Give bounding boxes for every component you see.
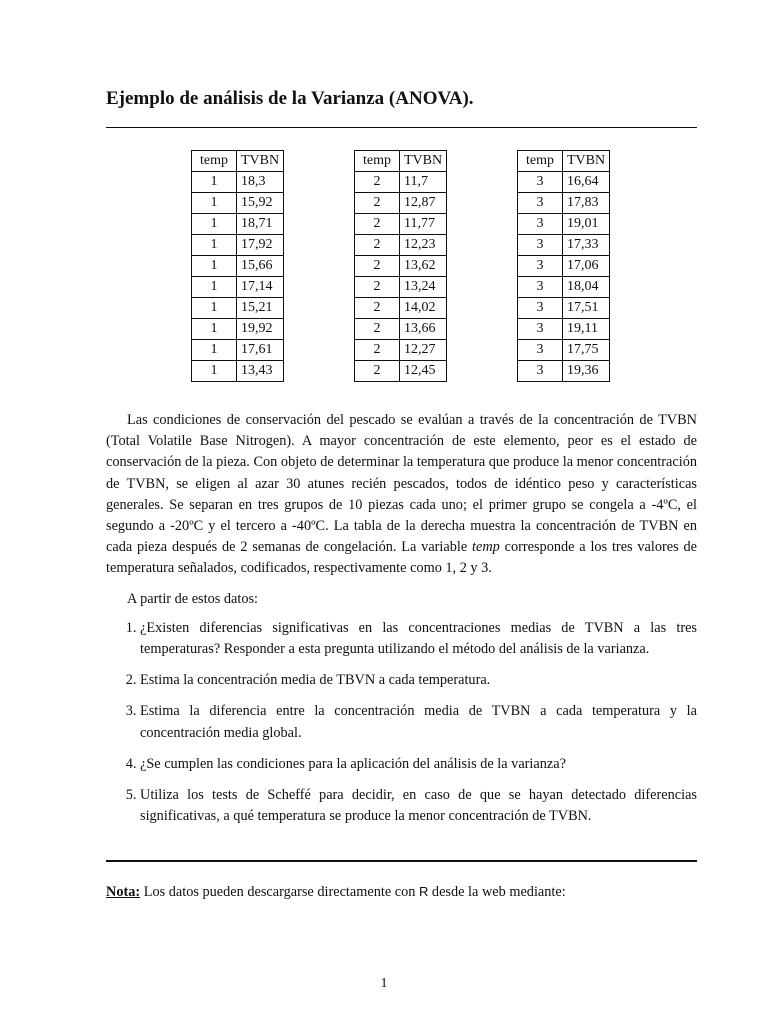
cell-tvbn: 12,27 <box>400 340 447 361</box>
question-item: 1. ¿Existen diferencias significativas en las concentraciones medias de TVBN a las tres temperaturas? Responder a esta pregunta utilizando el método del análisis de la varianza. <box>140 618 697 660</box>
cell-tvbn: 19,01 <box>563 214 610 235</box>
cell-temp: 3 <box>518 214 563 235</box>
note-text-1: Los datos pueden descargarse directamente con <box>140 884 419 900</box>
table-row <box>518 361 610 382</box>
table-row <box>355 172 447 193</box>
cell-tvbn: 17,51 <box>563 298 610 319</box>
table-row <box>192 361 284 382</box>
lead-text: A partir de estos datos: <box>127 590 259 607</box>
cell-temp: 1 <box>192 319 237 340</box>
cell-temp: 1 <box>192 235 237 256</box>
cell-temp: 1 <box>192 277 237 298</box>
cell-tvbn: 12,87 <box>400 193 447 214</box>
cell-temp: 2 <box>355 214 400 235</box>
table-row <box>518 256 610 277</box>
note-text-2: desde la web mediante: <box>428 884 566 900</box>
column-header-temp: temp <box>518 151 563 172</box>
table-row <box>355 214 447 235</box>
intro-text-part2: corresponde a los tres valores de temperatura señalados, codificados, respectivamente como 1, 2 y 3. <box>106 539 697 577</box>
table-row <box>355 319 447 340</box>
question-item: 5. Utiliza los tests de Scheffé para decidir, en caso de que se hayan detectado diferencias significativas, a qué temperatura se produce la menor concentración de TVBN. <box>140 785 697 827</box>
column-header-temp: temp <box>192 151 237 172</box>
table-row <box>355 256 447 277</box>
cell-tvbn: 18,71 <box>237 214 284 235</box>
table-row <box>355 235 447 256</box>
cell-temp: 3 <box>518 319 563 340</box>
table-row <box>355 277 447 298</box>
cell-tvbn: 15,21 <box>237 298 284 319</box>
cell-temp: 2 <box>355 298 400 319</box>
intro-emph-temp: temp <box>472 539 500 556</box>
column-header-temp: temp <box>355 151 400 172</box>
table-row <box>192 319 284 340</box>
table-row <box>192 214 284 235</box>
table-row <box>192 256 284 277</box>
cell-tvbn: 16,64 <box>563 172 610 193</box>
cell-tvbn: 11,77 <box>400 214 447 235</box>
cell-temp: 2 <box>355 361 400 382</box>
table-row <box>518 340 610 361</box>
cell-temp: 2 <box>355 256 400 277</box>
cell-tvbn: 15,92 <box>237 193 284 214</box>
cell-tvbn: 17,33 <box>563 235 610 256</box>
table-row <box>192 172 284 193</box>
bottom-divider <box>106 860 697 862</box>
page-title: Ejemplo de análisis de la Varianza (ANOVA). <box>106 88 474 109</box>
cell-tvbn: 12,45 <box>400 361 447 382</box>
cell-tvbn: 13,24 <box>400 277 447 298</box>
cell-tvbn: 19,11 <box>563 319 610 340</box>
cell-temp: 3 <box>518 298 563 319</box>
data-table-temp-3 <box>517 150 610 382</box>
cell-tvbn: 17,61 <box>237 340 284 361</box>
column-header-tvbn: TVBN <box>563 151 610 172</box>
cell-temp: 2 <box>355 235 400 256</box>
cell-temp: 3 <box>518 235 563 256</box>
table-row <box>192 298 284 319</box>
cell-tvbn: 15,66 <box>237 256 284 277</box>
cell-temp: 1 <box>192 340 237 361</box>
table-row <box>518 277 610 298</box>
cell-tvbn: 17,14 <box>237 277 284 298</box>
table-row <box>518 172 610 193</box>
cell-temp: 1 <box>192 214 237 235</box>
note <box>106 884 697 901</box>
table-row <box>518 214 610 235</box>
cell-tvbn: 17,06 <box>563 256 610 277</box>
cell-tvbn: 13,62 <box>400 256 447 277</box>
cell-temp: 1 <box>192 256 237 277</box>
question-item: 3. Estima la diferencia entre la concentración media de TVBN a cada temperatura y la concentración media global. <box>140 701 697 743</box>
question-item: 4. ¿Se cumplen las condiciones para la aplicación del análisis de la varianza? <box>140 754 697 775</box>
cell-tvbn: 14,02 <box>400 298 447 319</box>
cell-temp: 2 <box>355 277 400 298</box>
cell-tvbn: 17,83 <box>563 193 610 214</box>
table-row <box>355 361 447 382</box>
table-row <box>192 277 284 298</box>
table-header-row <box>192 151 284 172</box>
table-row <box>518 319 610 340</box>
intro-text-part1: Las condiciones de conservación del pescado se evalúan a través de la concentración de TVBN (Total Volatile Base Nitrogen). A mayor concentración de este elemento, peor es el estado de conservación de la pieza. Con objeto de determinar la temperatura que produce la menor concentración de TVBN, se eligen al azar 30 atunes recién pescados, todos de idéntico peso y características generales. Se separan en tres grupos de 10 piezas cada uno; el primer grupo se congela a -4ºC, el segundo a -20ºC y el tercero a -40ºC. La tabla de la derecha muestra la concentración de TVBN en cada pieza después de 2 semanas de congelación. La variable <box>106 412 697 556</box>
data-table-temp-1 <box>191 150 284 382</box>
cell-temp: 2 <box>355 319 400 340</box>
cell-temp: 2 <box>355 193 400 214</box>
cell-tvbn: 17,75 <box>563 340 610 361</box>
cell-tvbn: 13,66 <box>400 319 447 340</box>
table-row <box>192 340 284 361</box>
cell-tvbn: 17,92 <box>237 235 284 256</box>
cell-temp: 1 <box>192 361 237 382</box>
table-row <box>355 340 447 361</box>
cell-temp: 3 <box>518 340 563 361</box>
table-row <box>192 193 284 214</box>
table-row <box>518 298 610 319</box>
table-header-row <box>518 151 610 172</box>
body-text <box>106 410 697 837</box>
table-row <box>355 298 447 319</box>
cell-temp: 1 <box>192 172 237 193</box>
cell-tvbn: 13,43 <box>237 361 284 382</box>
question-item: 2. Estima la concentración media de TBVN a cada temperatura. <box>140 670 697 691</box>
cell-temp: 3 <box>518 256 563 277</box>
cell-temp: 3 <box>518 361 563 382</box>
cell-temp: 1 <box>192 298 237 319</box>
intro-paragraph <box>106 410 697 580</box>
cell-tvbn: 19,36 <box>563 361 610 382</box>
top-divider <box>106 127 697 128</box>
cell-temp: 1 <box>192 193 237 214</box>
cell-tvbn: 18,04 <box>563 277 610 298</box>
table-row <box>355 193 447 214</box>
cell-temp: 2 <box>355 340 400 361</box>
cell-temp: 3 <box>518 172 563 193</box>
question-list <box>106 618 697 828</box>
cell-tvbn: 12,23 <box>400 235 447 256</box>
table-header-row <box>355 151 447 172</box>
cell-tvbn: 11,7 <box>400 172 447 193</box>
data-table-temp-2 <box>354 150 447 382</box>
cell-tvbn: 19,92 <box>237 319 284 340</box>
cell-temp: 3 <box>518 277 563 298</box>
page-number: 1 <box>380 976 388 991</box>
table-row <box>192 235 284 256</box>
data-tables <box>0 150 768 386</box>
table-row <box>518 235 610 256</box>
column-header-tvbn: TVBN <box>237 151 284 172</box>
cell-temp: 3 <box>518 193 563 214</box>
cell-temp: 2 <box>355 172 400 193</box>
r-symbol: R <box>418 884 429 899</box>
cell-tvbn: 18,3 <box>237 172 284 193</box>
column-header-tvbn: TVBN <box>400 151 447 172</box>
table-row <box>518 193 610 214</box>
note-label: Nota: <box>106 884 141 900</box>
